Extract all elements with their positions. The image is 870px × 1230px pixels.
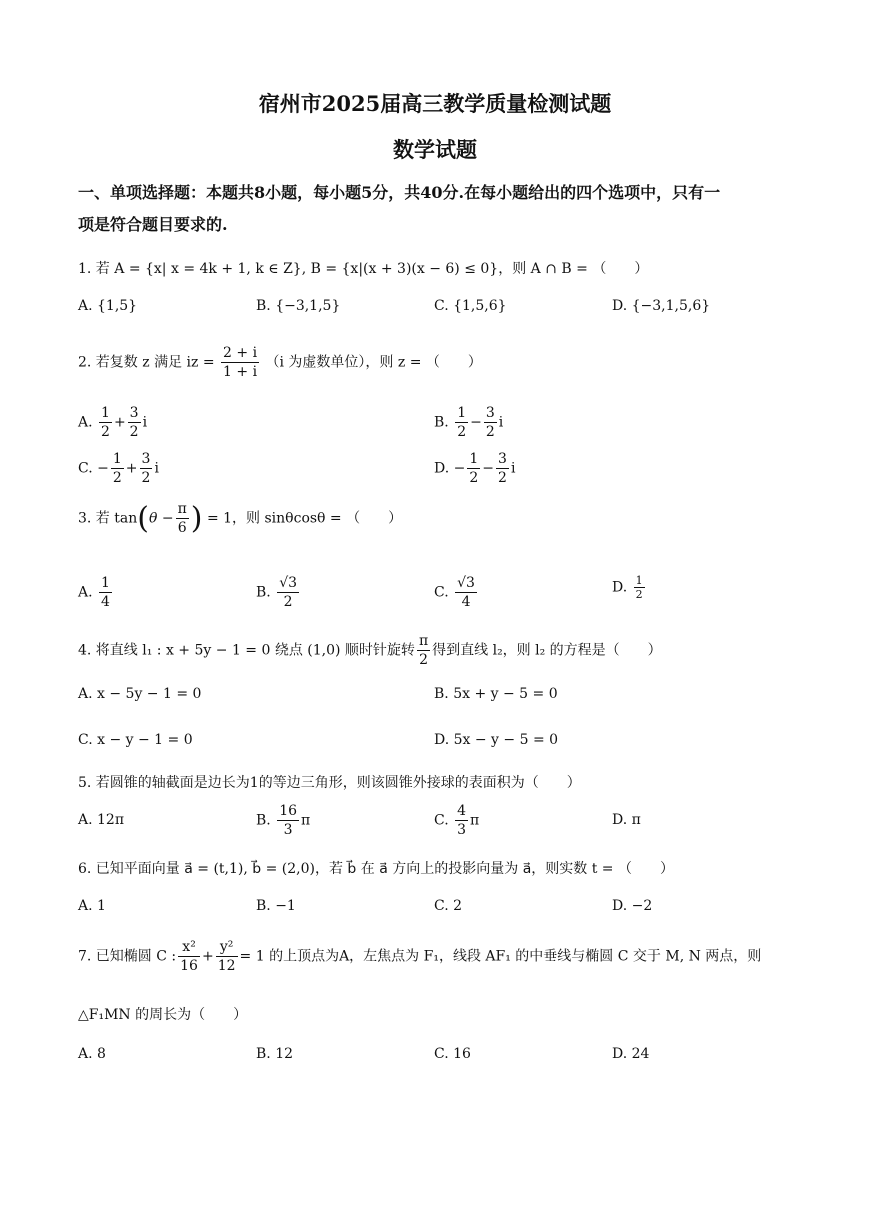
question-7-option-c: C. 16 [434, 1046, 471, 1062]
fraction-denominator: 2 [469, 470, 479, 486]
fraction-denominator: 1 + i [223, 364, 258, 380]
fraction-numerator: √3 [279, 575, 298, 591]
option-label: A. [78, 584, 93, 601]
section-heading-line2: 项是符合题目要求的. [78, 215, 228, 234]
imaginary-unit: i [498, 414, 504, 431]
question-5-option-a [78, 812, 124, 828]
option-operator: − [470, 414, 482, 431]
question-4-option-d: D. 5x − y − 5 = 0 [434, 732, 559, 748]
question-6-stem: 6. 已知平面向量 a⃗ = (t,1), b⃗ = (2,0)，若 b⃗ 在 a⃗ 方向上的投影向量为 a⃗，则实数 t = （ ） [78, 861, 674, 877]
fraction-denominator: 16 [180, 958, 198, 974]
fraction-numerator: 1 [635, 574, 643, 587]
fraction-denominator: 2 [101, 424, 110, 440]
fraction-denominator: 2 [419, 652, 428, 668]
option-fraction-2 [484, 404, 497, 441]
option-label: C. [434, 584, 449, 601]
option-label: D. [612, 812, 628, 828]
fraction-numerator: 1 [112, 451, 122, 467]
option-fraction [634, 574, 645, 601]
option-suffix: π [301, 812, 311, 829]
fraction-denominator: 4 [461, 594, 471, 610]
option-label: C. [78, 460, 93, 477]
question-6-option-d: D. −2 [612, 898, 653, 914]
option-label: C. [434, 812, 449, 829]
question-5-stem: 5. 若圆锥的轴截面是边长为1的等边三角形，则该圆锥外接球的表面积为（ ） [78, 775, 581, 791]
fraction-numerator: y² [216, 938, 238, 957]
question-2-option-d [434, 450, 515, 487]
question-7-option-d: D. 24 [612, 1046, 650, 1062]
option-fraction [277, 574, 299, 611]
question-2-stem-post: （i 为虚数单位），则 z = （ ） [265, 354, 482, 371]
fraction-numerator: π [177, 501, 187, 517]
option-fraction-2 [128, 404, 141, 441]
question-3-stem-pre: 3. 若 tan [78, 510, 138, 527]
fraction-numerator: 1 [101, 575, 110, 591]
question-3-option-c [434, 574, 479, 611]
fraction-numerator: 3 [485, 405, 495, 421]
option-fraction-1 [467, 450, 480, 487]
fraction-denominator: 6 [177, 520, 187, 536]
fraction-numerator: 3 [498, 451, 507, 467]
question-6-option-a: A. 1 [78, 898, 106, 914]
question-6-option-c: C. 2 [434, 898, 463, 914]
question-4-stem-post: 得到直线 l₂，则 l₂ 的方程是（ ） [432, 642, 662, 659]
option-label: B. [256, 584, 271, 601]
question-7-stem-line2: △F₁MN 的周长为（ ） [78, 1007, 248, 1023]
fraction-denominator: 2 [485, 424, 495, 440]
question-3-option-d [612, 574, 647, 601]
option-label: B. [434, 414, 449, 431]
question-2-stem [78, 344, 482, 381]
option-label: A. [78, 414, 93, 431]
fraction-numerator: 3 [129, 405, 139, 421]
question-2-fraction [221, 344, 259, 381]
option-fraction-1 [111, 450, 124, 487]
question-5-option-c [434, 802, 479, 839]
fraction-numerator: x² [178, 938, 200, 957]
question-4-option-b: B. 5x + y − 5 = 0 [434, 686, 558, 702]
question-1-option-b: B. {−3,1,5} [256, 298, 341, 314]
option-text: π [631, 812, 641, 828]
fraction-denominator: 2 [141, 470, 151, 486]
option-fraction-1 [455, 404, 468, 441]
option-operator: + [113, 414, 126, 431]
question-4-option-a: A. x − 5y − 1 = 0 [78, 686, 202, 702]
fraction-numerator: π [418, 633, 429, 649]
fraction-denominator: 2 [112, 470, 122, 486]
fraction-numerator: 3 [141, 451, 151, 467]
imaginary-unit: i [510, 460, 516, 477]
imaginary-unit: i [142, 414, 148, 431]
question-1-option-c: C. {1,5,6} [434, 298, 507, 314]
option-fraction-2 [140, 450, 153, 487]
fraction-denominator: 12 [217, 958, 236, 974]
fraction-numerator: √3 [457, 575, 475, 591]
question-7-plus: + [201, 948, 214, 965]
option-label: D. [434, 460, 450, 477]
fraction-denominator: 3 [457, 822, 467, 838]
fraction-numerator: 1 [457, 405, 467, 421]
question-3-stem-post: = 1，则 sinθcosθ = （ ） [206, 510, 403, 527]
option-label: D. [612, 579, 628, 596]
option-fraction-2 [496, 450, 509, 487]
fraction-denominator: 2 [283, 594, 293, 610]
option-suffix: π [470, 812, 480, 829]
section-heading-line1: 一、单项选择题：本题共8小题，每小题5分，共40分.在每小题给出的四个选项中，只有一 [78, 183, 721, 202]
question-2-option-a [78, 404, 147, 441]
question-7-stem [78, 938, 761, 975]
question-3-stem [78, 500, 402, 537]
option-fraction [277, 802, 299, 839]
question-7-option-b: B. 12 [256, 1046, 294, 1062]
fraction-numerator: 4 [457, 803, 467, 819]
question-4-stem-pre: 4. 将直线 l₁ : x + 5y − 1 = 0 绕点 (1,0) 顺时针旋转 [78, 642, 415, 659]
fraction-denominator: 3 [283, 822, 293, 838]
question-2-stem-pre: 2. 若复数 z 满足 iz = [78, 354, 215, 371]
fraction-numerator: 2 + i [223, 345, 258, 361]
option-label: A. [78, 812, 93, 828]
option-sign: − [453, 460, 466, 477]
fraction-denominator: 4 [101, 594, 110, 610]
fraction-denominator: 2 [498, 470, 507, 486]
option-sign: − [97, 460, 109, 477]
imaginary-unit: i [154, 460, 159, 477]
question-1-option-d: D. {−3,1,5,6} [612, 298, 711, 314]
option-label: B. [256, 812, 271, 829]
question-5-option-d [612, 812, 641, 828]
exam-title: 宿州市2025届高三教学质量检测试题 [258, 91, 612, 116]
fraction-denominator: 2 [457, 424, 467, 440]
right-paren-icon: ) [190, 501, 203, 536]
question-4-fraction [417, 632, 430, 669]
option-fraction-1 [99, 404, 112, 441]
option-fraction [455, 802, 468, 839]
option-fraction [99, 574, 112, 611]
question-3-option-b [256, 574, 301, 611]
option-operator: + [125, 460, 138, 477]
question-7-stem-post: = 1 的上顶点为A，左焦点为 F₁，线段 AF₁ 的中垂线与椭圆 C 交于 M, N 两点，则 [239, 948, 762, 965]
option-operator: − [482, 460, 495, 477]
fraction-denominator: 2 [129, 424, 139, 440]
question-4-option-c: C. x − y − 1 = 0 [78, 732, 193, 748]
question-7-option-a: A. 8 [78, 1046, 106, 1062]
question-1-stem: 1. 若 A = {x| x = 4k + 1, k ∈ Z}, B = {x|(x + 3)(x − 6) ≤ 0}，则 A ∩ B = （ ） [78, 261, 649, 277]
question-7-fraction-y [216, 938, 238, 975]
fraction-denominator: 2 [635, 588, 643, 601]
fraction-numerator: 16 [279, 803, 298, 819]
question-3-fraction [176, 500, 189, 537]
option-text: 12π [97, 812, 125, 828]
question-5-option-b [256, 802, 310, 839]
question-2-option-b [434, 404, 503, 441]
question-4-stem [78, 632, 662, 669]
question-6-option-b: B. −1 [256, 898, 296, 914]
exam-subtitle: 数学试题 [393, 137, 477, 162]
question-2-option-c [78, 450, 159, 487]
left-paren-icon: ( [137, 501, 149, 536]
question-7-fraction-x [178, 938, 200, 975]
question-7-stem-pre: 7. 已知椭圆 C : [78, 948, 177, 965]
fraction-numerator: 1 [469, 451, 479, 467]
question-1-option-a: A. {1,5} [78, 298, 138, 314]
question-3-option-a [78, 574, 114, 611]
question-3-theta: θ − [148, 510, 174, 527]
fraction-numerator: 1 [101, 405, 110, 421]
option-fraction [455, 574, 477, 611]
